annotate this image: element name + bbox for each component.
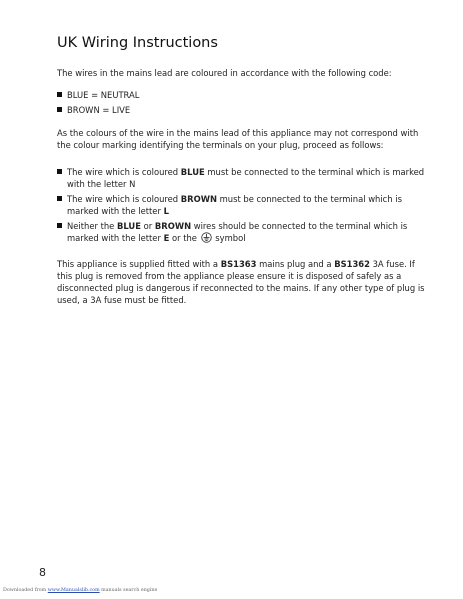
list-item	[57, 220, 429, 244]
bullet-square-icon	[57, 107, 62, 112]
list-item	[57, 193, 429, 217]
bullet-square-icon	[57, 223, 62, 228]
bullet-square-icon	[57, 196, 62, 201]
page-number: 8	[39, 566, 46, 579]
manualslib-link[interactable]: www.Manualslib.com	[47, 588, 100, 593]
rule-neither-or: or	[140, 221, 155, 231]
rule-blue-colour: BLUE	[180, 167, 205, 177]
list-item	[57, 166, 429, 190]
rule-brown-letter: L	[163, 206, 169, 216]
rule-neither-brown: BROWN	[154, 221, 192, 231]
bullet-square-icon	[57, 169, 62, 174]
rule-neither-mid: wires should be connected to the terminal which is marked with the letter	[67, 221, 408, 243]
list-item	[57, 104, 429, 116]
earth-ground-icon	[201, 232, 212, 243]
rule-blue-post: must be connected to the terminal which is marked with the letter N	[67, 167, 425, 189]
rule-neither-post: symbol	[212, 233, 246, 243]
download-footer	[3, 588, 157, 593]
rule-neither-letter: E	[163, 233, 170, 243]
rule-blue-pre: The wire which is coloured	[67, 167, 181, 177]
fuse-code: BS1362	[334, 259, 370, 269]
page-title: UK Wiring Instructions	[57, 35, 218, 51]
fuse-post: 3A fuse. If this plug is removed from the appliance please ensure it is disposed of safely as a disconnected plug is dangerous if reconnected to the mains. If any other type of plug is used, a 3A fuse must be fitted.	[57, 259, 425, 305]
rule-neither-blue: BLUE	[117, 221, 141, 231]
footer-suffix: manuals search engine	[99, 588, 158, 593]
rule-neither-or-the: or the	[169, 233, 200, 243]
fuse-pre: This appliance is supplied fitted with a	[57, 259, 221, 269]
code-brown-live: BROWN = LIVE	[67, 105, 131, 115]
bullet-square-icon	[57, 92, 62, 97]
code-blue-neutral: BLUE = NEUTRAL	[67, 90, 140, 100]
colour-mismatch-paragraph: As the colours of the wire in the mains lead of this appliance may not correspond with the colour marking identifying the terminals on your plug, proceed as follows:	[57, 128, 419, 150]
rule-brown-pre: The wire which is coloured	[67, 194, 181, 204]
fuse-mid: mains plug and a	[256, 259, 335, 269]
fuse-paragraph	[57, 258, 429, 306]
intro-paragraph: The wires in the mains lead are coloured in accordance with the following code:	[57, 68, 392, 78]
footer-prefix: Downloaded from	[3, 588, 48, 593]
rule-brown-colour: BROWN	[180, 194, 217, 204]
rule-neither-pre: Neither the	[67, 221, 118, 231]
wiring-rules-list	[57, 166, 429, 247]
list-item	[57, 89, 429, 101]
colour-code-list	[57, 89, 429, 119]
fuse-plug-code: BS1363	[220, 259, 257, 269]
rule-brown-mid: must be connected to the terminal which is marked with the letter	[67, 194, 402, 216]
